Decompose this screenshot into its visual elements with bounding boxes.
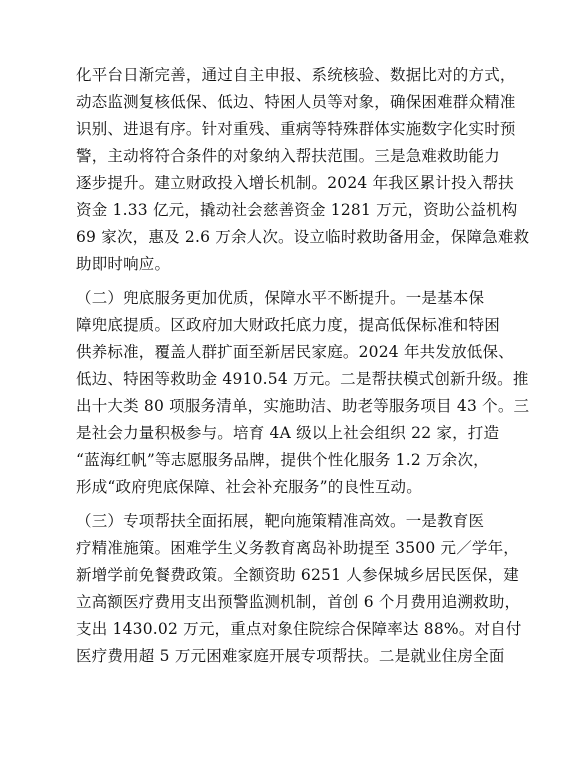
text-line: “蓝海红帆”等志愿服务品牌，提供个性化服务 1.2 万余次， (76, 451, 489, 469)
text-line: 资金 1.33 亿元，撬动社会慈善资金 1281 万元，资助公益机构 (76, 201, 518, 219)
text-line: 动态监测复核低保、低边、特困人员等对象，确保困难群众精准 (76, 93, 516, 111)
text-line: 警，主动将符合条件的对象纳入帮扶范围。三是急难救助能力 (76, 147, 500, 165)
text-line: 障兜底提质。区政府加大财政托底力度，提高低保标准和特困 (76, 316, 500, 334)
text-line: 低边、特困等救助金 4910.54 万元。二是帮扶模式创新升级。推 (76, 370, 529, 388)
text-line: （三）专项帮扶全面拓展，靶向施策精准高效。一是教育医 (76, 512, 485, 530)
text-line: 形成“政府兜底保障、社会补充服务”的良性互动。 (76, 478, 422, 496)
text-line: 是社会力量积极参与。培育 4A 级以上社会组织 22 家，打造 (76, 424, 500, 442)
text-line: 助即时响应。 (76, 255, 171, 273)
text-line: 医疗费用超 5 万元困难家庭开展专项帮扶。二是就业住房全面 (76, 647, 505, 665)
paragraph-2 (76, 285, 530, 501)
paragraph-3 (76, 508, 522, 670)
text-line: 立高额医疗费用支出预警监测机制，首创 6 个月费用追溯救助， (76, 593, 521, 611)
text-line: 69 家次，惠及 2.6 万余人次。设立临时救助备用金，保障急难救 (76, 228, 530, 246)
document-body (76, 62, 530, 677)
text-line: 疗精准施策。困难学生义务教育离岛补助提至 3500 元／学年， (76, 539, 520, 557)
text-line: 识别、进退有序。针对重残、重病等特殊群体实施数字化实时预 (76, 120, 516, 138)
paragraph-1 (76, 62, 530, 278)
text-line: 出十大类 80 项服务清单，实施助洁、助老等服务项目 43 个。三 (76, 397, 530, 415)
text-line: 供养标准，覆盖人群扩面至新居民家庭。2024 年共发放低保、 (76, 343, 514, 361)
text-line: 逐步提升。建立财政投入增长机制。2024 年我区累计投入帮扶 (76, 174, 514, 192)
text-line: 新增学前免餐费政策。全额资助 6251 人参保城乡居民医保，建 (76, 566, 520, 584)
text-line: 支出 1430.02 万元，重点对象住院综合保障率达 88%。对自付 (76, 620, 522, 638)
text-line: 化平台日渐完善，通过自主申报、系统核验、数据比对的方式， (76, 66, 516, 84)
text-line: （二）兜底服务更加优质，保障水平不断提升。一是基本保 (76, 289, 485, 307)
